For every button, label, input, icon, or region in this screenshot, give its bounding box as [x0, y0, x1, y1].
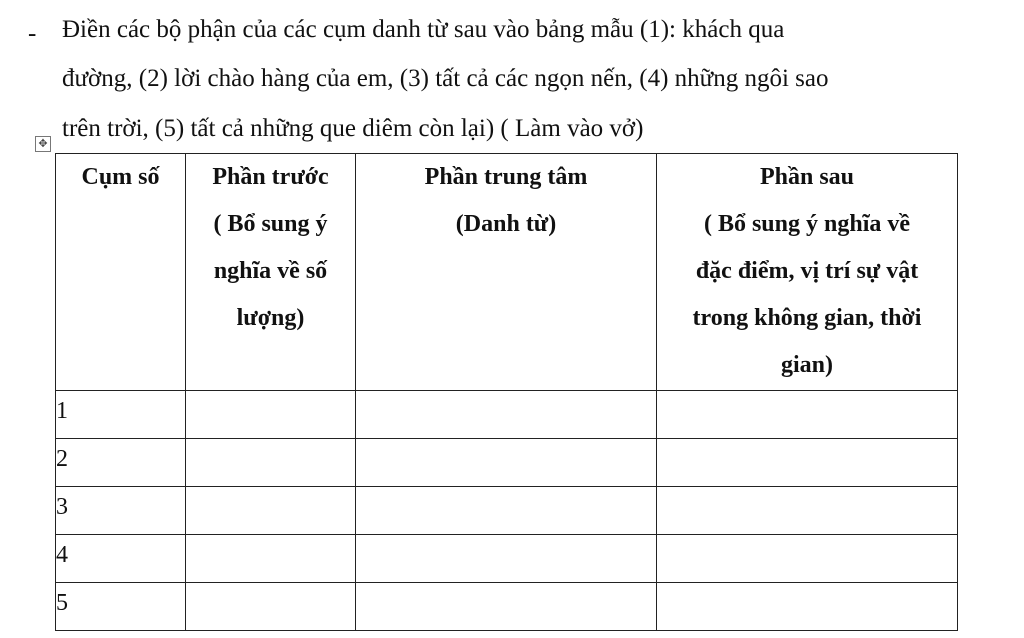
row-number-cell: 1	[56, 391, 186, 439]
empty-cell[interactable]	[356, 535, 657, 583]
empty-cell[interactable]	[657, 391, 958, 439]
bullet-dash: -	[28, 20, 37, 47]
header-phan-truoc	[186, 154, 356, 391]
table-row	[56, 391, 958, 439]
empty-cell[interactable]	[356, 583, 657, 631]
instruction-line-1: Điền các bộ phận của các cụm danh từ sau vào bảng mẫu (1): khách qua	[62, 16, 785, 43]
empty-cell[interactable]	[186, 439, 356, 487]
instruction-line-3: trên trời, (5) tất cả những que diêm còn lại) ( Làm vào vở)	[62, 115, 644, 142]
empty-cell[interactable]	[657, 439, 958, 487]
empty-cell[interactable]	[186, 583, 356, 631]
instruction-line-2: đường, (2) lời chào hàng của em, (3) tất cả các ngọn nến, (4) những ngôi sao	[62, 65, 829, 92]
header-cum-so	[56, 154, 186, 391]
header-phan-trung-tam	[356, 154, 657, 391]
empty-cell[interactable]	[657, 535, 958, 583]
table-row	[56, 487, 958, 535]
empty-cell[interactable]	[356, 391, 657, 439]
header-line: trong không gian, thời	[692, 305, 922, 331]
empty-cell[interactable]	[657, 583, 958, 631]
empty-cell[interactable]	[186, 535, 356, 583]
header-line: lượng)	[236, 305, 305, 331]
empty-cell[interactable]	[356, 487, 657, 535]
row-number-cell: 2	[56, 439, 186, 487]
header-line: gian)	[780, 352, 833, 378]
empty-cell[interactable]	[356, 439, 657, 487]
noun-phrase-table	[55, 153, 958, 631]
header-line: Phần trước	[212, 164, 329, 190]
empty-cell[interactable]	[186, 487, 356, 535]
header-line: ( Bổ sung ý nghĩa về	[703, 211, 911, 237]
empty-cell[interactable]	[186, 391, 356, 439]
row-number-cell: 4	[56, 535, 186, 583]
header-line: ( Bổ sung ý	[213, 211, 328, 237]
header-line: (Danh từ)	[455, 211, 557, 237]
empty-cell[interactable]	[657, 487, 958, 535]
table-row	[56, 439, 958, 487]
header-line: Phần trung tâm	[424, 164, 588, 190]
row-number-cell: 5	[56, 583, 186, 631]
header-line: Cụm số	[81, 164, 160, 190]
table-row	[56, 583, 958, 631]
header-line: nghĩa về số	[213, 258, 328, 284]
table-header-row	[56, 154, 958, 391]
header-line: đặc điểm, vị trí sự vật	[695, 258, 919, 284]
table-move-handle-icon[interactable]: ✥	[35, 136, 51, 152]
row-number-cell: 3	[56, 487, 186, 535]
header-line: Phần sau	[759, 164, 855, 190]
table-row	[56, 535, 958, 583]
header-phan-sau	[657, 154, 958, 391]
